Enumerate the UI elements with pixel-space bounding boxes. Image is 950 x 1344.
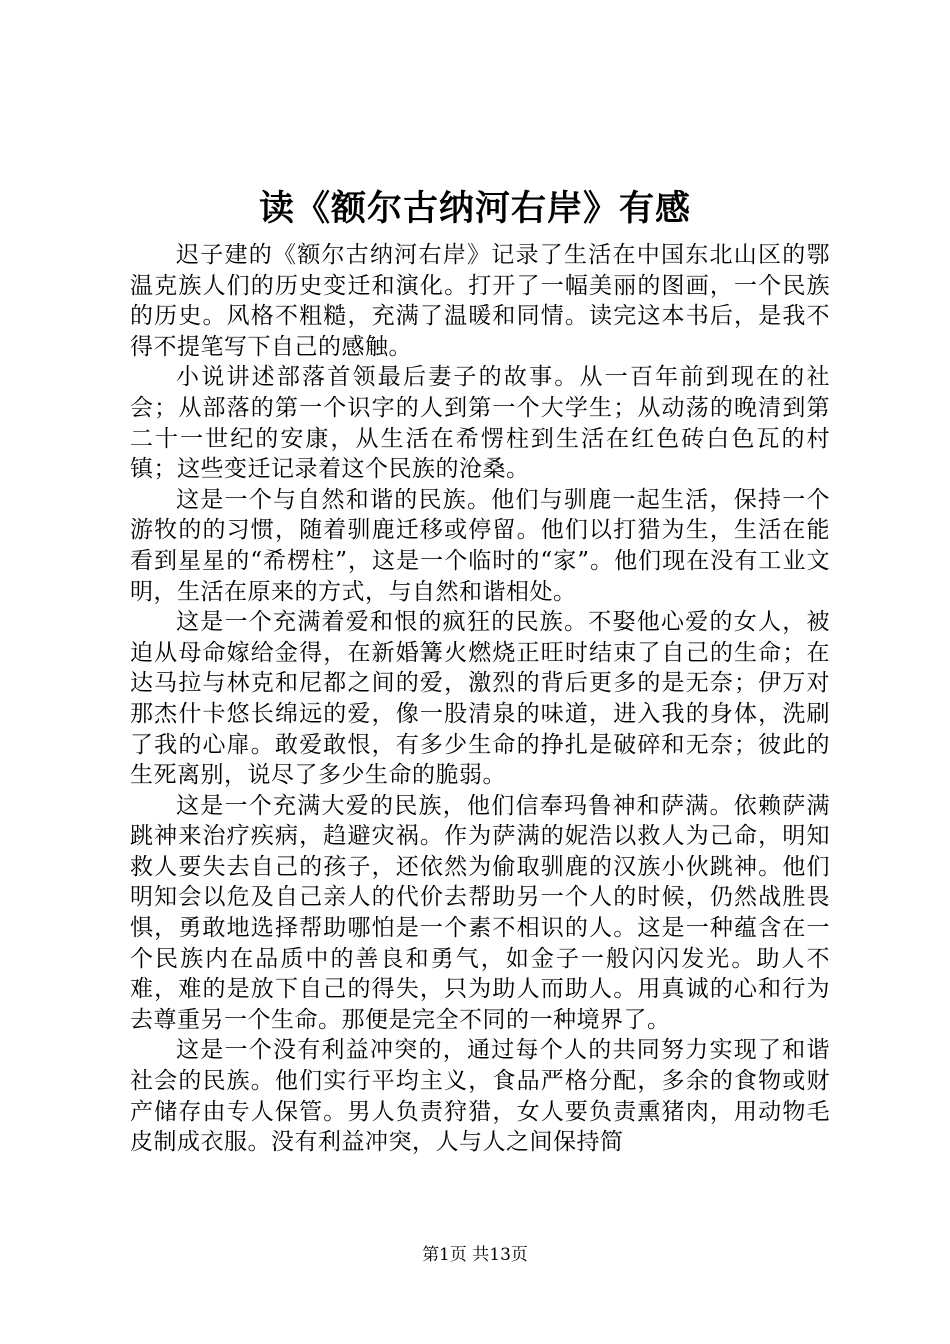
paragraph: 这是一个没有利益冲突的，通过每个人的共同努力实现了和谐社会的民族。他们实行平均主义，食品严格分配，多余的食物或财产储存由专人保管。男人负责狩猎，女人要负责熏猪肉，用动物毛皮制成衣服。没有利益冲突，人与人之间保持简 xyxy=(130,1037,830,1156)
document-title: 读《额尔古纳河右岸》有感 xyxy=(258,188,691,229)
paragraph: 迟子建的《额尔古纳河右岸》记录了生活在中国东北山区的鄂温克族人们的历史变迁和演化。打开了一幅美丽的图画，一个民族的历史。风格不粗糙，充满了温暖和同情。读完这本书后，是我不得不提笔写下自己的感触。 xyxy=(130,242,830,360)
paragraph: 这是一个与自然和谐的民族。他们与驯鹿一起生活，保持一个游牧的的习惯，随着驯鹿迁移或停留。他们以打猎为生，生活在能看到星星的“希楞柱”，这是一个临时的“家”。他们现在没有工业文明，生活在原来的方式，与自然和谐相处。 xyxy=(130,486,830,605)
paragraph: 小说讲述部落首领最后妻子的故事。从一百年前到现在的社会；从部落的第一个识字的人到第一个大学生；从动荡的晚清到第二十一世纪的安康，从生活在希愣柱到生活在红色砖白色瓦的村镇；这些变迁记录着这个民族的沧桑。 xyxy=(130,364,830,483)
document-body xyxy=(130,240,830,1158)
paragraph: 这是一个充满大爱的民族，他们信奉玛鲁神和萨满。依赖萨满跳神来治疗疾病，趋避灾祸。作为萨满的妮浩以救人为己命，明知救人要失去自己的孩子，还依然为偷取驯鹿的汉族小伙跳神。他们明知会以危及自己亲人的代价去帮助另一个人的时候，仍然战胜畏惧，勇敢地选择帮助哪怕是一个素不相识的人。这是一种蕴含在一个民族内在品质中的善良和勇气，如金子一般闪闪发光。助人不难，难的是放下自己的得失，只为助人而助人。用真诚的心和行为去尊重另一个生命。那便是完全不同的一种境界了。 xyxy=(130,792,830,1033)
page-footer: 第1页 共13页 xyxy=(422,1245,528,1265)
paragraph: 这是一个充满着爱和恨的疯狂的民族。不娶他心爱的女人，被迫从母命嫁给金得，在新婚篝火燃烧正旺时结束了自己的生命；在达马拉与林克和尼都之间的爱，激烈的背后更多的是无奈；伊万对那杰什卡悠长绵远的爱，像一股清泉的味道，进入我的身体，洗刷了我的心扉。敢爱敢恨，有多少生命的挣扎是破碎和无奈；彼此的生死离别，说尽了多少生命的脆弱。 xyxy=(130,609,830,789)
